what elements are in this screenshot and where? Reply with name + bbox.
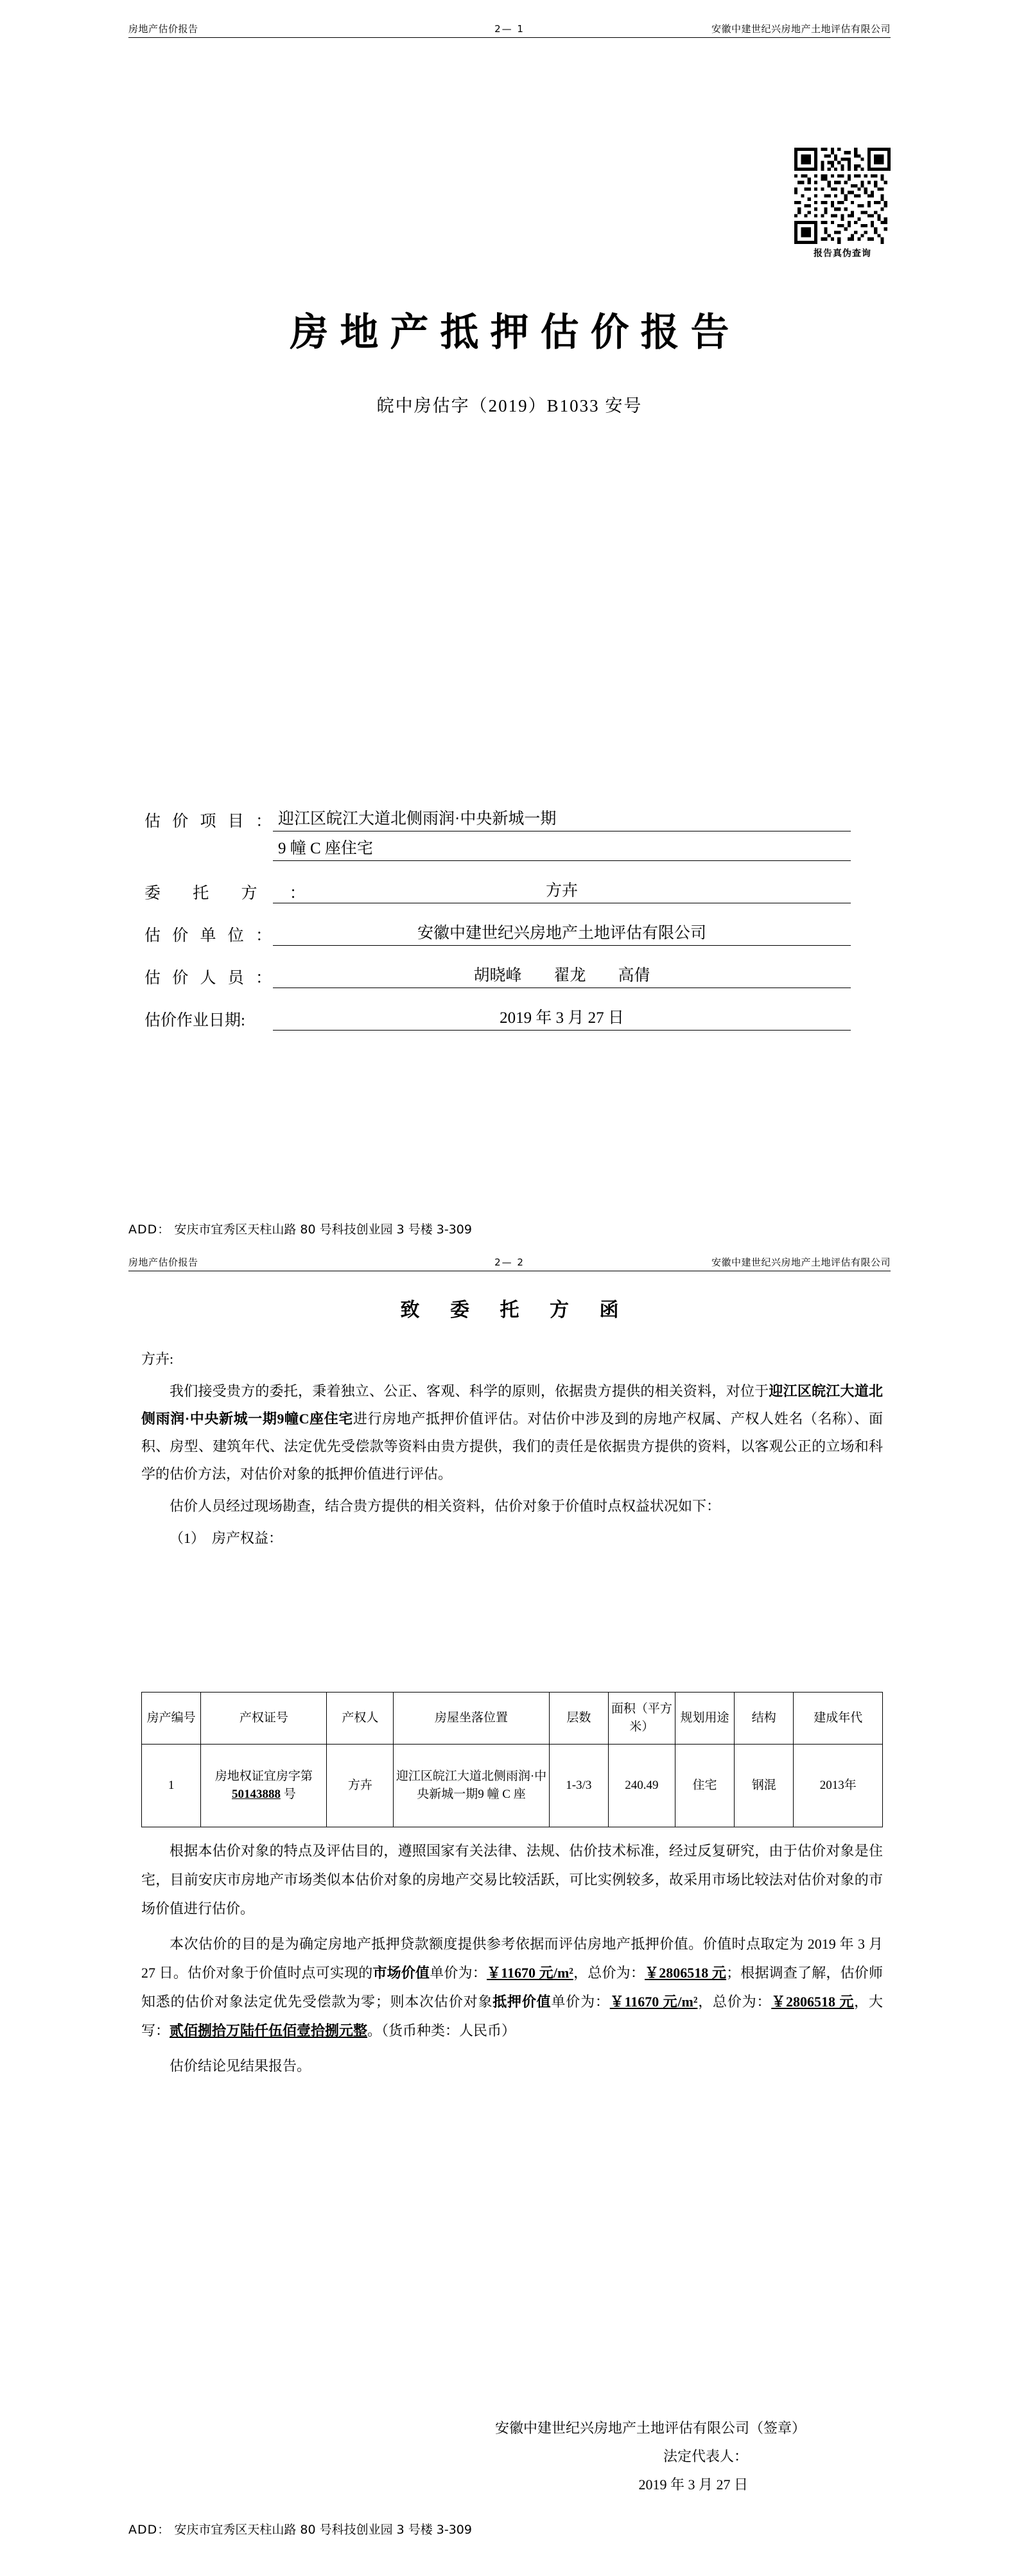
td-cert-number: 50143888 <box>232 1788 281 1801</box>
field-label-client: 委 托 方 ： <box>144 885 320 902</box>
signature-date: 2019 年 3 月 27 日 <box>638 2476 748 2493</box>
field-project <box>144 806 851 831</box>
p2-part8: 。（货币种类：人民币） <box>367 2023 516 2039</box>
th-owner: 产权人 <box>327 1693 394 1745</box>
letter-title: 致 委 托 方 函 <box>400 1300 632 1321</box>
p2-part2: 单价为： <box>430 1965 487 1981</box>
th-usage: 规划用途 <box>675 1693 734 1745</box>
qr-code-icon <box>794 148 891 244</box>
footer-address-text-2: 安庆市宜秀区天柱山路 80 号科技创业园 3 号楼 3-309 <box>174 2523 472 2537</box>
p2-total-price-mortgage: ￥2806518 元 <box>771 1994 855 2010</box>
header-left-text-2: 房地产估价报告 <box>128 1257 198 1268</box>
th-year: 建成年代 <box>794 1693 883 1745</box>
footer-address-page1 <box>128 1220 472 1237</box>
td-cert-prefix: 房地权证宜房字第 <box>214 1770 313 1783</box>
th-structure: 结构 <box>735 1693 794 1745</box>
field-value-project: 迎江区皖江大道北侧雨润·中央新城一期 <box>273 806 851 831</box>
header-right-company-2: 安徽中建世纪兴房地产土地评估有限公司 <box>711 1257 891 1268</box>
footer-address-page2 <box>128 2520 472 2537</box>
p2-unit-price-market: ￥11670 元/m² <box>487 1965 573 1981</box>
td-structure: 钢混 <box>735 1745 794 1827</box>
p2-market-value-label: 市场价值 <box>372 1965 430 1981</box>
field-label-appraisers: 估 价 人 员 ： <box>144 970 276 987</box>
table-header-row <box>142 1693 883 1745</box>
letter-p1-suffix: 进行房地产抵押价值评估。对估价中涉及到的房地产权属、产权人姓名（名称）、面积、房型、建筑年代、法定优先受偿款等资料由贵方提供，我们的责任是依据贵方提供的资料，以客观公正的立场和科学的估价方法，对估价对象的抵押价值进行评估。 <box>141 1411 883 1482</box>
table-row <box>142 1745 883 1827</box>
field-value-appraisers: 胡晓峰 翟龙 高倩 <box>273 962 851 988</box>
letter-paragraph-1 <box>141 1377 883 1488</box>
footer-address-label-2: ADD： <box>128 2523 171 2537</box>
cover-fields <box>144 806 851 1047</box>
field-appraisers <box>144 962 851 988</box>
p2-part5: 单价为： <box>551 1994 610 2010</box>
header-left-text: 房地产估价报告 <box>128 23 198 35</box>
running-header-page2 <box>128 1255 891 1269</box>
letter-p1-prefix: 我们接受贵方的委托，秉着独立、公正、客观、科学的原则，依据贵方提供的相关资料，对位于 <box>170 1383 769 1399</box>
property-table <box>141 1692 883 1827</box>
td-year: 2013年 <box>794 1745 883 1827</box>
property-table-wrap <box>141 1692 883 1827</box>
signature-block <box>141 2414 883 2499</box>
letter-body <box>141 1345 883 1556</box>
p2-mortgage-value-label: 抵押价值 <box>492 1994 552 2010</box>
letter-paragraph-3: （1） 房产权益： <box>170 1530 283 1546</box>
td-owner: 方卉 <box>327 1745 394 1827</box>
p2-part3: ，总价为： <box>573 1965 645 1981</box>
after-table-paragraph-2 <box>141 1929 883 2045</box>
td-floors: 1-3/3 <box>549 1745 608 1827</box>
report-number: 皖中房估字（2019）B1033 安号 <box>376 396 643 415</box>
p2-total-price-market: ￥2806518 元 <box>645 1965 727 1981</box>
letter-salutation: 方卉: <box>141 1351 174 1367</box>
field-date <box>144 1005 851 1031</box>
p2-amount-in-words: 贰佰捌拾万陆仟伍佰壹拾捌元整 <box>170 2023 368 2039</box>
page-title: 房地产抵押估价报告 <box>290 311 741 354</box>
footer-address-label: ADD： <box>128 1223 171 1237</box>
field-value-appraisal-company: 安徽中建世纪兴房地产土地评估有限公司 <box>273 920 851 946</box>
header-rule <box>128 37 891 38</box>
p2-part6: ，总价为： <box>697 1994 772 2010</box>
field-label-appraisal-company: 估 价 单 位 ： <box>144 927 276 944</box>
td-location: 迎江区皖江大道北侧雨润·中央新城一期9 幢 C 座 <box>394 1745 549 1827</box>
qr-code-block <box>794 148 891 259</box>
p2-unit-price-mortgage: ￥11670 元/m² <box>609 1994 698 2010</box>
td-usage: 住宅 <box>675 1745 734 1827</box>
p2-part4: ；根据调查了解，估价师知悉的估价对象法定优先受偿款为零；则本次估价对象 <box>141 1965 883 2010</box>
signature-legal-rep: 法定代表人： <box>663 2448 748 2464</box>
field-value-date: 2019 年 3 月 27 日 <box>273 1005 851 1031</box>
letter-paragraph-2: 估价人员经过现场勘查，结合贵方提供的相关资料，估价对象于价值时点权益状况如下： <box>170 1498 721 1514</box>
td-area: 240.49 <box>608 1745 675 1827</box>
field-project-line2 <box>144 835 851 861</box>
running-header-page1 <box>128 22 891 35</box>
field-label-date: 估价作业日期: <box>144 1012 245 1029</box>
after-table-paragraph-3: 估价结论见结果报告。 <box>170 2058 311 2074</box>
td-cert <box>201 1745 327 1827</box>
th-area: 面积（平方米） <box>608 1693 675 1745</box>
td-cert-suffix: 号 <box>281 1788 296 1801</box>
qr-caption: 报告真伪查询 <box>814 248 871 259</box>
th-location: 房屋坐落位置 <box>394 1693 549 1745</box>
header-page-number-2: 2— 2 <box>494 1256 525 1268</box>
td-no: 1 <box>142 1745 201 1827</box>
p2-part7: ，大写： <box>141 1994 883 2039</box>
body-after-table <box>141 1836 883 2087</box>
field-value-client: 方卉 <box>273 878 851 903</box>
field-value-project-line2: 9 幢 C 座住宅 <box>273 835 851 861</box>
header-right-company: 安徽中建世纪兴房地产土地评估有限公司 <box>711 23 891 35</box>
p2-part1: 本次估价的目的是为确定房地产抵押贷款额度提供参考依据而评估房地产抵押价值。价值时点取定为 2019 年 3 月 27 日。估价对象于价值时点可实现的 <box>141 1936 883 1981</box>
letter-p1-subject: 迎江区皖江大道北侧雨润·中央新城一期9幢C座住宅 <box>141 1383 883 1427</box>
field-label-project: 估 价 项 目 ： <box>144 813 276 830</box>
th-cert: 产权证号 <box>201 1693 327 1745</box>
after-table-paragraph-1: 根据本估价对象的特点及评估目的，遵照国家有关法律、法规、估价技术标准，经过反复研究，由于估价对象是住宅，目前安庆市房地产市场类似本估价对象的房地产交易比较活跃，可比实例较多，故采用市场比较法对估价对象的市场价值进行估价。 <box>141 1843 883 1917</box>
th-no: 房产编号 <box>142 1693 201 1745</box>
signature-company: 安徽中建世纪兴房地产土地评估有限公司（签章） <box>494 2420 806 2436</box>
footer-address-text: 安庆市宜秀区天柱山路 80 号科技创业园 3 号楼 3-309 <box>174 1223 472 1237</box>
th-floors: 层数 <box>549 1693 608 1745</box>
header-page-number: 2— 1 <box>494 22 525 35</box>
field-appraisal-company <box>144 920 851 946</box>
field-client <box>144 878 851 903</box>
